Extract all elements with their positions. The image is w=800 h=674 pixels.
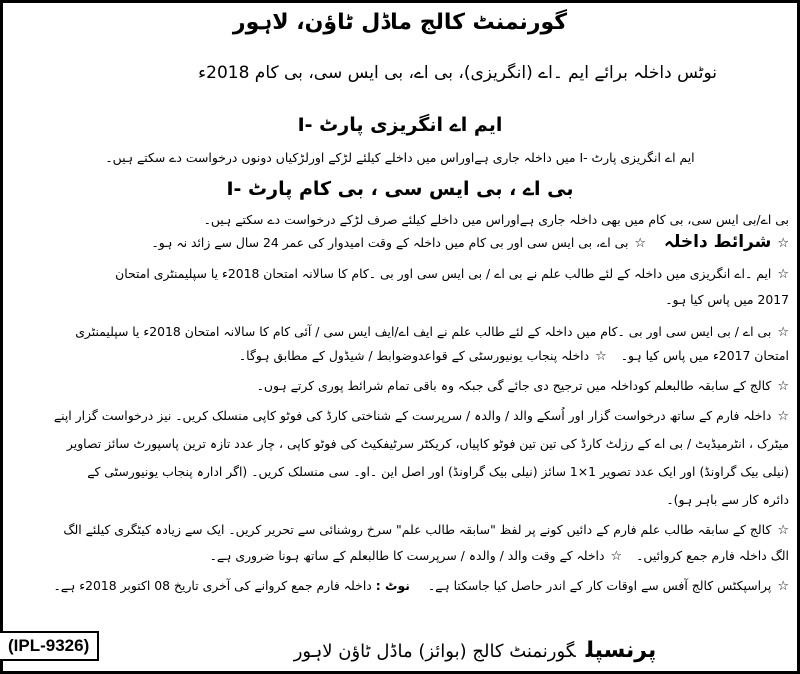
note-label: نوٹ : bbox=[375, 578, 410, 593]
rule3: ☆کالج کے سابقہ طالبعلم کوداخلہ میں ترجیح دی جائے گی جبکہ وہ باقی تمام شرائط پوری کرتے ہوں۔ bbox=[256, 378, 789, 394]
ba-heading: بی اے ، بی ایس سی ، بی کام پارٹ -I bbox=[226, 178, 574, 200]
college-title: گورنمنٹ کالج ماڈل ٹاؤن، لاہور bbox=[232, 10, 568, 35]
rule1-line1: ☆ایم ۔اے انگریزی میں داخلہ کے لئے طالب علم نے بی اے / بی ایس سی اور بی ۔کام کا سالانہ امتحان 2018ء یا سپلیمنٹری امتحان bbox=[115, 266, 789, 282]
notice-title: نوٹس داخلہ برائے ایم ۔اے (انگریزی)، بی اے، بی ایس سی، بی کام 2018ء bbox=[198, 63, 717, 83]
principal-label: پرنسپل bbox=[585, 638, 657, 663]
star-icon: ☆ bbox=[777, 379, 789, 394]
star-icon: ☆ bbox=[610, 549, 623, 564]
rule5-line2: الگ داخلہ فارم جمع کروائیں۔ ☆داخلہ کے وقت والد / والدہ / سرپرست کا طالبعلم کے ساتھ ہونا ضروری ہے۔ bbox=[209, 548, 789, 564]
ipl-code: (IPL-9326) bbox=[0, 631, 99, 661]
footer-signature bbox=[173, 637, 777, 666]
rule1-line2: 2017 میں پاس کیا ہو۔ bbox=[665, 292, 789, 307]
rule4-line2: میٹرک ، انٹرمیڈیٹ / بی اے کے رزلٹ کارڈ کی تین تین فوٹو کاپیاں، کریکٹر سرٹیفکیٹ کی فوٹو کاپی ، چار عدد تازہ ترین پاسپورٹ سائز تصاویر bbox=[66, 436, 789, 451]
star-icon: ☆ bbox=[777, 267, 789, 282]
star-icon: ☆ bbox=[777, 409, 789, 424]
note-text: داخلہ فارم جمع کروانے کی آخری تاریخ 08 اکتوبر 2018ء ہے۔ bbox=[53, 578, 372, 593]
rule2-line1: ☆بی اے / بی ایس سی اور بی ۔کام میں داخلہ کے لئے طالب علم نے ایف اے/ایف ایس سی / آئی کام کا سالانہ امتحان 2018ء یا سپلیمنٹری bbox=[75, 324, 789, 340]
star-icon: ☆ bbox=[777, 579, 789, 594]
star-icon: ☆ bbox=[777, 325, 789, 340]
rule4-line3: (نیلی بیک گراونڈ) اور ایک عدد تصویر 1×1 سائز (نیلی بیک گراونڈ) اور اصل این ۔او۔ سی منسلک کریں۔ (اگر ادارہ پنجاب یونیورسٹی کے bbox=[87, 464, 789, 479]
rule4-line1: ☆داخلہ فارم کے ساتھ درخواست گزار اور اُسکے والد / والدہ / سرپرست کے شناختی کارڈ کی فوٹو کاپی منسلک کریں۔ نیز درخواست گزار اپنے bbox=[53, 408, 789, 424]
rule4-line4: دائرہ کار سے باہر ہو)۔ bbox=[666, 492, 789, 507]
star-icon: ☆ bbox=[634, 236, 647, 251]
ma-heading: ایم اے انگریزی پارٹ -I bbox=[297, 114, 503, 136]
rule2-line2: امتحان 2017ء میں پاس کیا ہو۔ ☆داخلہ پنجاب یونیورسٹی کے قواعدوضوابط / شیڈول کے مطابق ہوگا۔ bbox=[238, 348, 789, 364]
star-icon: ☆ bbox=[595, 349, 607, 364]
college-name: گورنمنٹ کالج (بوائز) ماڈل ٹاؤن لاہور bbox=[293, 641, 576, 662]
star-icon: ☆ bbox=[777, 523, 789, 538]
ba-text: بی اے/بی ایس سی، بی کام میں بھی داخلہ جاری ہےاوراس میں داخلے کیلئے صرف لڑکے درخواست دے سکتے ہیں۔ bbox=[203, 212, 789, 227]
conditions-row bbox=[11, 231, 789, 255]
ma-text: ایم اے انگریزی پارٹ -I میں داخلہ جاری ہےاوراس میں داخلے کیلئے لڑکے اورلڑکیاں دونوں درخواست دے سکتے ہیں۔ bbox=[105, 150, 695, 165]
age-rule: بی اے، بی ایس سی اور بی کام میں داخلہ کے وقت امیدوار کی عمر 24 سال سے زائد نہ ہو۔ bbox=[151, 235, 629, 250]
rule5-line1: ☆کالج کے سابقہ طالب علم فارم کے دائیں کونے پر لفظ "سابقہ طالب علم" سرخ روشنائی سے تحریر کریں۔ ایک سے زیادہ کیٹگری کیلئے الگ bbox=[63, 522, 789, 538]
star-icon: ☆ bbox=[777, 236, 789, 251]
conditions-heading: شرائط داخلہ bbox=[664, 232, 772, 252]
rule6-row: ☆پراسپکٹس کالج آفس سے اوقات کار کے اندر حاصل کیا جاسکتا ہے۔ نوٹ : داخلہ فارم جمع کروانے کی آخری تاریخ 08 اکتوبر 2018ء ہے۔ bbox=[53, 578, 789, 594]
